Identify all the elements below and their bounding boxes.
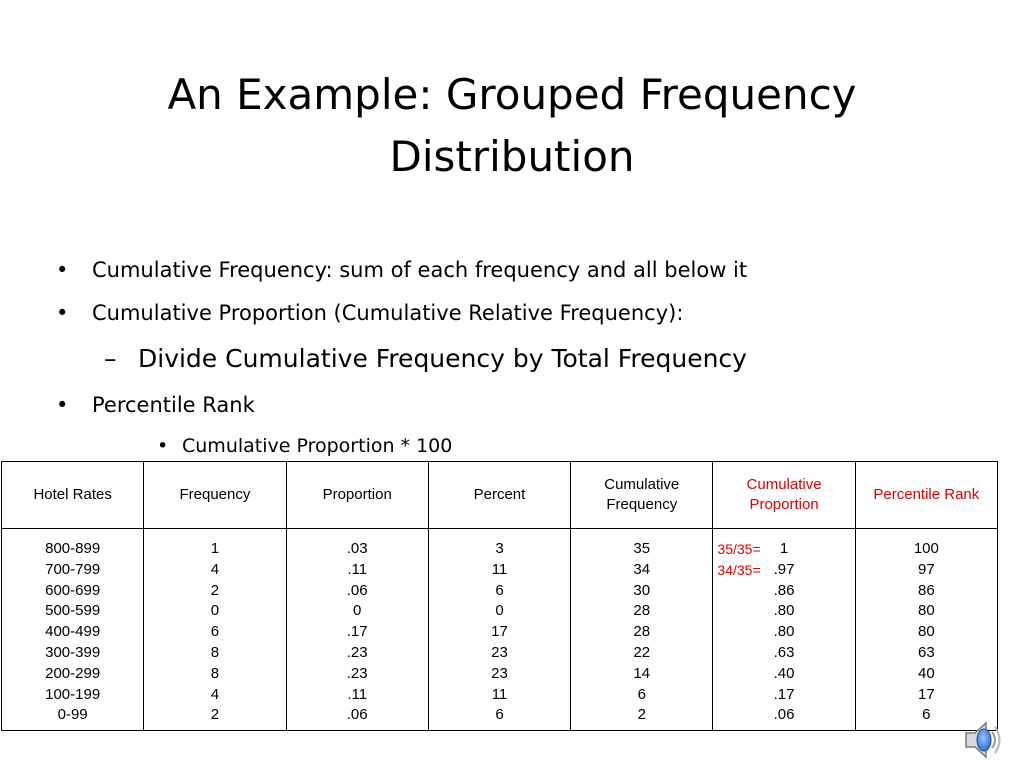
bullet-dot: •	[157, 435, 169, 457]
table-cell: 28	[633, 602, 651, 620]
frequency-table	[1, 461, 998, 731]
table-cell: 17	[918, 685, 935, 703]
bullet-text: Cumulative Proportion (Cumulative Relative Frequency):	[92, 301, 684, 325]
table-cell: 11	[491, 685, 508, 703]
table-cell: 600-699	[45, 581, 101, 599]
table-cell: 6	[210, 623, 220, 641]
cumulative-proportion-note: 35/35=	[717, 541, 761, 557]
table-cell	[713, 560, 854, 581]
table-cell: 6	[922, 706, 931, 724]
table-cell: .63	[773, 643, 795, 661]
table-cell: 40	[918, 664, 935, 682]
cumulative-proportion-note: 34/35=	[717, 561, 761, 578]
table-cell: 6	[495, 706, 504, 724]
table-header-row	[2, 462, 998, 529]
table-cell: .11	[347, 560, 368, 578]
sub-bullet-times-100	[157, 435, 453, 457]
bullet-dash: –	[104, 344, 117, 373]
table-cell: 6	[637, 685, 646, 703]
table-cell: 0	[495, 602, 504, 620]
table-cell: 200-299	[45, 664, 101, 682]
table-cell: 14	[633, 664, 651, 682]
sub-bullet-divide	[104, 344, 747, 373]
table-cell: .23	[346, 664, 368, 682]
table-cell: 34	[633, 560, 651, 578]
bullet-cumulative-proportion	[56, 301, 684, 325]
table-cell: 23	[491, 664, 508, 682]
table-cell: 17	[491, 623, 508, 641]
bullet-dot: •	[56, 258, 69, 282]
table-cell: 6	[495, 581, 504, 599]
bullet-percentile-rank	[56, 393, 255, 417]
header-hotel-rates: Hotel Rates	[2, 462, 144, 529]
column-cumulative-proportion	[713, 529, 855, 731]
table-cell: 4	[210, 560, 220, 578]
table-cell: .80	[773, 602, 795, 620]
slide-title-line1: An Example: Grouped Frequency	[167, 70, 857, 120]
table-cell: 2	[637, 706, 646, 724]
table-cell: 500-599	[45, 602, 101, 620]
table-cell: .06	[346, 706, 368, 724]
header-percentile-rank: Percentile Rank	[855, 462, 997, 529]
table-cell: 8	[210, 643, 220, 661]
table-cell: 23	[491, 643, 508, 661]
table-cell: 700-799	[45, 560, 101, 578]
table-cell: 2	[210, 581, 220, 599]
header-proportion: Proportion	[286, 462, 428, 529]
table-cell: .11	[347, 685, 368, 703]
bullet-dot: •	[56, 393, 69, 417]
header-percent: Percent	[428, 462, 570, 529]
table-cell: .86	[773, 581, 795, 599]
table-cell: 300-399	[45, 643, 101, 661]
table-cell: 0	[353, 602, 362, 620]
table-cell: 80	[918, 623, 935, 641]
table-cell: .06	[773, 706, 795, 724]
slide-title	[60, 64, 964, 188]
column-hotel-rates	[2, 529, 144, 731]
table-cell: 86	[918, 581, 935, 599]
table-cell: 100-199	[45, 685, 101, 703]
table-cell	[713, 539, 854, 560]
table-cell: 100	[913, 540, 939, 557]
table-cell: 3	[495, 540, 504, 557]
table-cell: 1	[210, 540, 220, 557]
column-percent	[428, 529, 570, 731]
header-cumulative-proportion: Cumulative Proportion	[713, 462, 855, 529]
bullet-text: Percentile Rank	[92, 393, 255, 417]
bullet-text: Divide Cumulative Frequency by Total Frequency	[138, 344, 747, 373]
cumulative-proportion-value: .97	[773, 560, 795, 578]
table-cell: 30	[633, 581, 651, 599]
header-cumulative-frequency: Cumulative Frequency	[571, 462, 713, 529]
table-cell: 800-899	[45, 540, 101, 557]
table-cell: 0-99	[57, 706, 88, 724]
table-cell: 8	[210, 664, 220, 682]
table-cell: .40	[773, 664, 795, 682]
cumulative-proportion-value: 1	[779, 540, 789, 557]
column-cumulative-frequency	[571, 529, 713, 731]
column-proportion	[286, 529, 428, 731]
table-cell: .03	[346, 540, 368, 557]
slide-title-line2: Distribution	[389, 132, 635, 182]
table-cell: 80	[918, 602, 935, 620]
bullet-cumulative-frequency	[56, 258, 748, 282]
table-cell: 2	[210, 706, 220, 724]
table-cell: .23	[346, 643, 368, 661]
bullet-text: Cumulative Proportion * 100	[182, 435, 453, 457]
table-row	[2, 529, 998, 731]
speaker-icon-graphic	[962, 716, 1002, 764]
table-cell: 28	[633, 623, 651, 641]
table-cell: 11	[491, 560, 508, 578]
table-cell: 400-499	[45, 623, 101, 641]
table-cell: .06	[346, 581, 368, 599]
header-frequency: Frequency	[144, 462, 286, 529]
table-cell: .17	[346, 623, 368, 641]
table-cell: .17	[773, 685, 795, 703]
table-cell: .80	[773, 623, 795, 641]
bullet-dot: •	[56, 301, 69, 325]
table-cell: 63	[918, 643, 935, 661]
column-percentile-rank	[855, 529, 997, 731]
table-cell: 4	[210, 685, 220, 703]
table-cell: 97	[918, 560, 935, 578]
speaker-icon[interactable]	[962, 716, 1002, 764]
table-cell: 0	[210, 602, 220, 620]
bullet-text: Cumulative Frequency: sum of each frequency and all below it	[92, 258, 748, 282]
table-cell: 35	[633, 540, 651, 557]
column-frequency	[144, 529, 286, 731]
table-cell: 22	[633, 643, 651, 661]
